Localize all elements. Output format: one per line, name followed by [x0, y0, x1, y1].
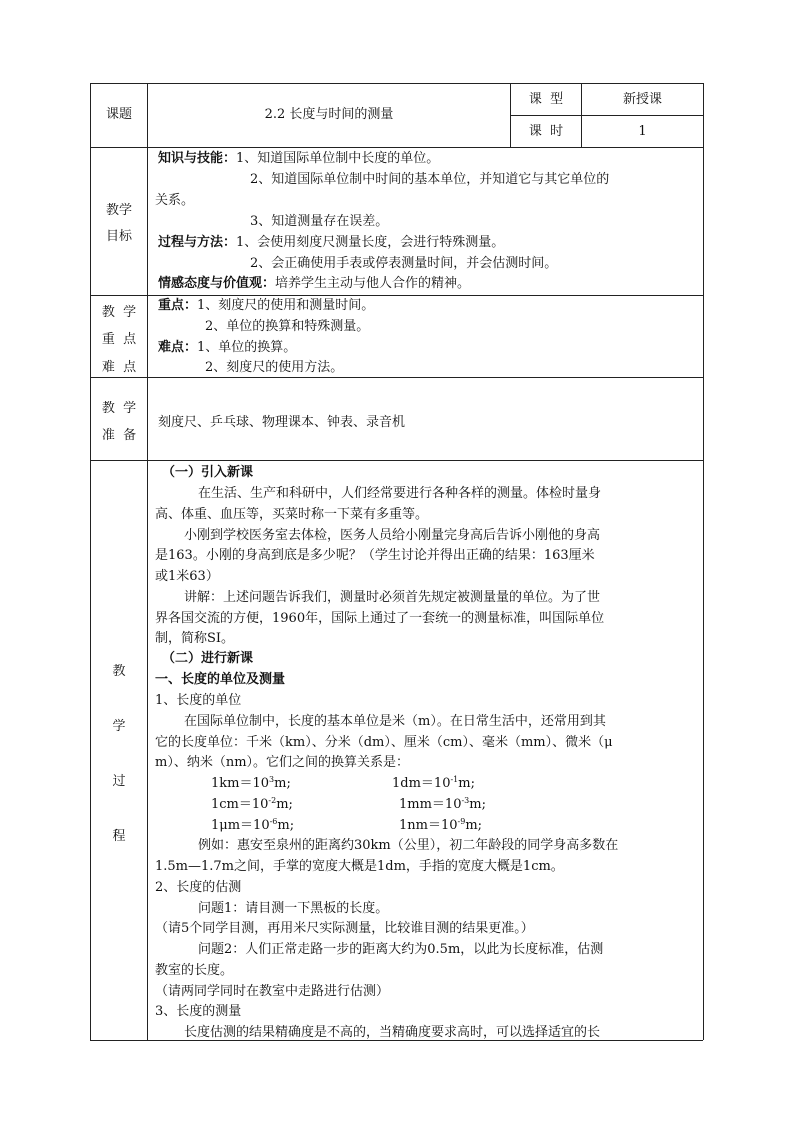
process-line: 长度估测的结果精确度是不高的，当精确度要求高时，可以选择适宜的长 — [184, 1025, 601, 1040]
process-line: 高、体重、血压等，买菜时称一下菜有多重等。 — [155, 507, 429, 522]
process-line: 3、长度的测量 — [155, 1004, 242, 1019]
section-heading: （二）进行新课 — [162, 651, 254, 666]
objective-line: 情感态度与价值观：培养学生主动与他人合作的精神。 — [158, 276, 471, 291]
process-label: 程 — [112, 829, 126, 844]
process-row-top — [90, 460, 703, 461]
objectives-label-1: 教学 — [105, 203, 132, 218]
table-border-right — [703, 83, 704, 1040]
process-line: 小刚到学校医务室去体检，医务人员给小刚量完身高后告诉小刚他的身高 — [184, 528, 601, 543]
process-line: 界各国交流的方便，1960年，国际上通过了一套统一的测量标准，叫国际单位 — [155, 611, 605, 626]
conversion-right: $1dm=10^{-1}m$; — [392, 775, 475, 791]
label-column-divider — [147, 83, 148, 1040]
keypoints-label-1: 教 学 — [101, 305, 137, 320]
objectives-label-2: 目标 — [105, 229, 132, 244]
conversion-left: $1km=10^3m$; — [211, 775, 291, 791]
process-line: 教室的长度。 — [155, 963, 234, 978]
conversion-right: $1mm=10^{-3}m$; — [399, 796, 486, 812]
objectives-row-top — [90, 147, 703, 148]
keypoints-row-top — [90, 295, 703, 296]
process-line: 制，简称SI。 — [155, 631, 235, 646]
process-line: m）、纳米（nm）。它们之间的换算关系是： — [155, 755, 410, 770]
process-line: 它的长度单位：千米（km）、分米（dm）、厘米（cm）、毫米（mm）、微米（μ — [155, 735, 613, 750]
conversion-right: $1nm=10^{-9}m$; — [399, 817, 483, 833]
preparation-label-1: 教 学 — [101, 401, 137, 416]
keypoints-label-2: 重 点 — [101, 332, 137, 347]
keypoint-line: 2、刻度尺的使用方法。 — [205, 360, 344, 375]
process-line: 2、长度的估测 — [155, 880, 242, 895]
process-line: 问题1：请目测一下黑板的长度。 — [198, 901, 389, 916]
process-label: 教 — [112, 664, 126, 679]
preparation-materials: 刻度尺、乒乓球、物理课本、钟表、录音机 — [158, 415, 406, 430]
process-line: 在国际单位制中，长度的基本单位是米（m）。在日常生活中，还常用到其 — [184, 714, 606, 729]
objective-line: 3、知道测量存在误差。 — [250, 214, 389, 229]
table-border-left — [90, 83, 91, 1040]
objective-line: 知识与技能：1、知道国际单位制中长度的单位。 — [158, 151, 440, 166]
table-border-top — [90, 83, 703, 84]
process-label: 学 — [112, 719, 126, 734]
lesson-topic: 2.2 长度与时间的测量 — [264, 107, 394, 122]
topic-label: 课题 — [105, 107, 132, 122]
objective-line: 关系。 — [155, 193, 195, 208]
preparation-label-2: 准 备 — [101, 428, 137, 443]
conversion-left: $1\mu m=10^{-6}m$; — [211, 817, 295, 833]
process-line: 问题2：人们正常走路一步的距离大约为0.5m，以此为长度标准，估测 — [198, 942, 604, 957]
objective-line: 2、会正确使用手表或停表测量时间，并会估测时间。 — [250, 256, 558, 271]
subsection-heading: 一、长度的单位及测量 — [155, 672, 286, 687]
process-line: 1.5m—1.7m之间，手掌的宽度大概是1dm，手指的宽度大概是1cm。 — [155, 859, 564, 874]
section-heading: （一）引入新课 — [162, 465, 254, 480]
lesson-type-value: 新授课 — [622, 92, 662, 107]
process-line: 是163。小刚的身高到底是多少呢？（学生讨论并得出正确的结果：163厘米 — [155, 548, 595, 563]
process-line: 在生活、生产和科研中，人们经常要进行各种各样的测量。体检时量身 — [198, 486, 602, 501]
keypoint-line: 难点：1、单位的换算。 — [158, 340, 297, 355]
keypoint-line: 2、单位的换算和特殊测量。 — [205, 319, 370, 334]
conversion-left: $1cm=10^{-2}m$; — [211, 796, 293, 812]
objective-line: 2、知道国际单位制中时间的基本单位，并知道它与其它单位的 — [250, 172, 610, 187]
header-row-divider — [510, 115, 703, 116]
lesson-hours-value: 1 — [638, 124, 647, 139]
lesson-hours-label: 课 时 — [528, 124, 564, 139]
lesson-type-label: 课 型 — [528, 92, 564, 107]
preparation-row-top — [90, 377, 703, 378]
process-line: 例如：惠安至泉州的距离约30km（公里），初二年龄段的同学身高多数在 — [198, 838, 619, 853]
process-label: 过 — [112, 774, 126, 789]
process-line: （请两同学同时在教室中走路进行估测） — [155, 984, 390, 999]
process-line: 1、长度的单位 — [155, 693, 242, 708]
process-line: （请5个同学目测，再用米尺实际测量，比较谁目测的结果更准。） — [155, 921, 534, 936]
process-line: 或1米63） — [155, 569, 219, 584]
keypoints-label-3: 难 点 — [101, 360, 137, 375]
objective-line: 过程与方法：1、会使用刻度尺测量长度，会进行特殊测量。 — [158, 235, 505, 250]
process-line: 讲解：上述问题告诉我们，测量时必须首先规定被测量量的单位。为了世 — [184, 590, 601, 605]
keypoint-line: 重点：1、刻度尺的使用和测量时间。 — [158, 298, 375, 313]
